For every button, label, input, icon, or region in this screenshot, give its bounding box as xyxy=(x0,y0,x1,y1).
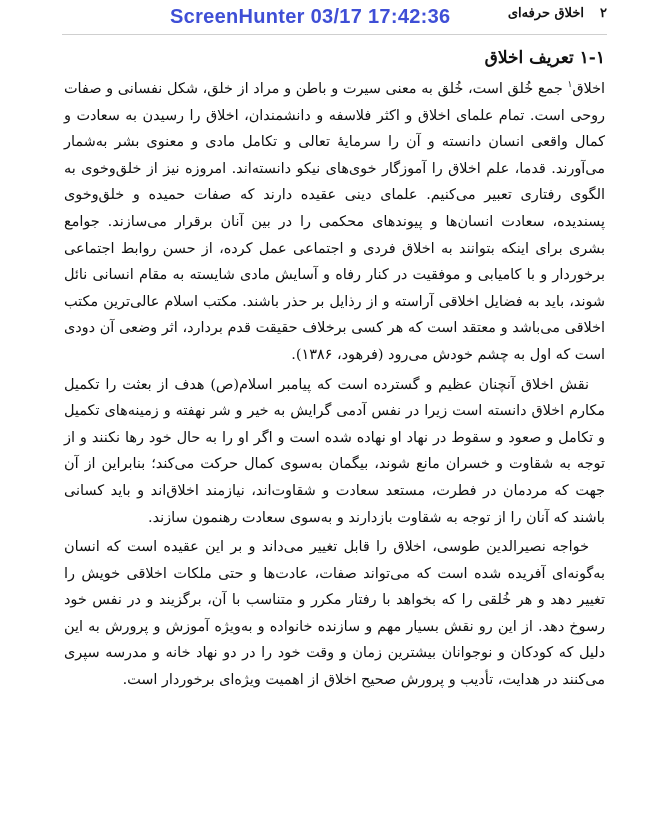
footnote-marker[interactable]: ۱ xyxy=(567,80,573,91)
page-header xyxy=(508,6,607,21)
paragraph-1-lead-word: اخلاق xyxy=(572,81,605,97)
running-title: اخلاق حرفه‌ای xyxy=(507,6,585,21)
page-body xyxy=(64,46,605,694)
header-divider xyxy=(62,34,607,35)
screenshot-watermark: ScreenHunter 03/17 17:42:36 xyxy=(170,6,451,28)
paragraph-3: خواجه نصیرالدین طوسی، اخلاق را قابل تغییر می‌داند و بر این عقیده است که انسان به‌گونه‌ای آفریده شده است که می‌تواند صفات، عادت‌ها و حتی ملکات اخلاقی خویش را تغییر دهد و هر خُلقی را که بخواهد با رفتار مکرر و متناسب با آن، برگزیند و در نفس خود رسوخ دهد. از این رو نقش بسیار مهم و سازنده خانواده و به‌ویژه آموزش و پرورش به این دلیل که کودکان و نوجوانان بیشترین زمان و وقت خود را در دو نهاد خانه و مدرسه سپری می‌کنند در هدایت، تأدیب و پرورش صحیح اخلاق از اهمیت ویژه‌ای برخوردار است. xyxy=(64,539,605,689)
section-title: ۱-۱ تعریف اخلاق xyxy=(484,48,605,68)
page-number: ۲ xyxy=(600,6,607,21)
paragraph-1 xyxy=(64,76,605,369)
paragraph-1-text: جمع خُلق است، خُلق به معنی سیرت و باطن و مراد از خلق، شکل نفسانی و صفات روحی است. تمام علمای اخلاق و اکثر فلاسفه و دانشمندان، اخلاق را رسیدن به سعادت و کمال واقعی انسان دانسته و آن را سرمایهٔ تعالی و تکامل مادی و معنوی بشر به‌شمار می‌آورند. قدما، علم اخلاق را آموزگار خوی‌های نیکو دانسته‌اند. امروزه نیز از خلق‌وخوی به الگوی رفتاری تعبیر می‌کنیم. علمای دینی عقیده دارند که صفات حمیده و خلق‌وخوی پسندیده، سعادت انسان‌ها و پیوندهای محکمی را در بین آنان برقرار می‌سازند. جوامع بشری برای اینکه بتوانند به اخلاق فردی و اجتماعی عمل کرده، از حسن روابط اجتماعی برخوردار و با کامیابی و موفقیت در کنار رفاه و آسایش مادی شایسته به مقام انسانی نائل شوند، باید به فضایل اخلاقی آراسته و از رذایل بر حذر باشند. مکتب اسلام عالی‌ترین مکتب اخلاقی می‌باشد و معتقد است که هر کسی برخلاف حقیقت قدم بردارد، اثر وضعی آن دودی است که اول به چشم خودش می‌رود (فرهود، ۱۳۸۶). xyxy=(64,81,605,363)
paragraph-2: نقش اخلاق آنچنان عظیم و گسترده است که پیامبر اسلام(ص) هدف از بعثت را تکمیل مکارم اخلاق دانسته است زیرا در نفس آدمی گرایش به خیر و شر نهفته و زمینه‌های تکمیل و تکامل و صعود و سقوط در نهاد او نهاده شده است و اگر او را به حال خود رها نکنند و از توجه به شقاوت و خسران مانع شوند، بیگمان به‌سوی کمال حرکت می‌کند؛ بنابراین از آن جهت که مردمان در فطرت، مستعد سعادت و شقاوت‌اند، نیازمند اخلاق‌اند و باید کسانی باشند که آنان را از توجه به شقاوت بازدارند و به‌سوی سعادت رهنمون سازند. xyxy=(64,376,605,526)
